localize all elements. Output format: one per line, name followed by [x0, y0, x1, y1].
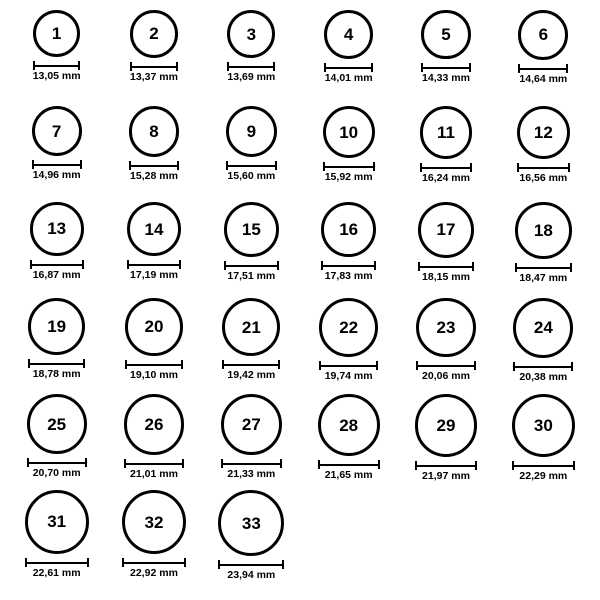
diameter-measure-line [25, 558, 89, 566]
ring-diameter-label: 21,33 mm [227, 468, 276, 481]
ring-diameter-label: 22,92 mm [130, 567, 178, 580]
ring-circle [130, 10, 178, 58]
diameter-measure-line [28, 359, 85, 367]
ring-circle [321, 202, 376, 257]
ring-size-label: 13 [47, 219, 67, 239]
measure-cap-right [475, 461, 477, 470]
measure-bar [324, 67, 373, 69]
measure-bar [33, 65, 80, 67]
ring-diameter-label: 16,24 mm [422, 171, 470, 184]
measure-cap-left [28, 359, 30, 368]
ring-size-cell [397, 394, 494, 490]
measure-bar [321, 265, 376, 267]
measure-bar [127, 264, 181, 266]
measure-cap-right [80, 160, 82, 169]
measure-bar [226, 165, 277, 167]
ring-size-label: 8 [149, 121, 159, 141]
ring-diameter-label: 21,01 mm [130, 467, 178, 480]
diameter-measure-line [30, 260, 84, 268]
measure-cap-left [319, 361, 321, 370]
ring-circle [416, 298, 475, 357]
ring-diameter-label: 22,61 mm [32, 566, 81, 579]
ring-diameter-label: 21,97 mm [422, 469, 470, 482]
ring-circle [129, 106, 180, 157]
measure-cap-left [33, 61, 35, 70]
ring-circle [517, 106, 570, 159]
ring-size-label: 12 [533, 123, 553, 143]
diameter-measure-line [124, 459, 185, 467]
ring-circle [224, 202, 279, 257]
measure-bar [318, 464, 380, 466]
measure-cap-right [282, 560, 284, 569]
ring-diameter-label: 14,33 mm [422, 72, 470, 85]
ring-circle [415, 394, 478, 457]
ring-diameter-label: 20,70 mm [32, 467, 81, 480]
measure-cap-left [323, 162, 325, 171]
ring-diameter-label: 17,83 mm [324, 270, 373, 283]
diameter-measure-line [324, 63, 373, 71]
measure-cap-right [568, 163, 570, 172]
ring-size-label: 9 [246, 122, 257, 142]
ring-size-label: 20 [144, 317, 164, 337]
ring-circle [324, 10, 373, 59]
measure-cap-right [273, 62, 275, 71]
measure-bar [421, 67, 470, 69]
measure-bar [222, 364, 280, 366]
ring-diameter-label: 20,06 mm [422, 370, 470, 383]
ring-size-cell [495, 10, 592, 106]
diameter-measure-line [32, 160, 82, 168]
measure-cap-left [512, 461, 514, 470]
measure-cap-left [321, 261, 323, 270]
measure-cap-right [566, 64, 568, 73]
diameter-measure-line [218, 560, 284, 568]
measure-cap-right [571, 362, 573, 371]
measure-cap-right [176, 62, 178, 71]
diameter-measure-line [125, 360, 183, 368]
diameter-measure-line [513, 362, 573, 370]
ring-size-label: 31 [47, 512, 67, 532]
ring-size-grid [8, 10, 592, 586]
ring-size-cell [203, 202, 300, 298]
ring-circle [25, 490, 89, 554]
ring-size-label: 5 [441, 25, 451, 45]
ring-size-cell [8, 106, 105, 202]
measure-cap-left [513, 362, 515, 371]
ring-size-label: 21 [241, 317, 261, 337]
ring-circle [222, 298, 280, 356]
measure-bar [27, 462, 87, 464]
measure-bar [32, 164, 82, 166]
measure-bar [122, 562, 186, 564]
ring-size-label: 30 [533, 416, 553, 436]
ring-size-label: 2 [149, 24, 159, 44]
ring-circle [518, 10, 568, 60]
measure-cap-left [27, 458, 29, 467]
diameter-measure-line [319, 361, 378, 369]
measure-bar [221, 463, 282, 465]
ring-size-cell [203, 490, 300, 586]
ring-diameter-label: 23,94 mm [227, 569, 276, 581]
measure-bar [28, 363, 85, 365]
measure-cap-left [318, 460, 320, 469]
ring-size-cell [8, 202, 105, 298]
diameter-measure-line [515, 263, 572, 271]
ring-circle [420, 106, 473, 159]
ring-diameter-label: 20,38 mm [519, 370, 568, 383]
ring-size-cell [300, 106, 397, 202]
measure-cap-left [30, 260, 32, 269]
diameter-measure-line [122, 558, 186, 566]
ring-diameter-label: 13,37 mm [130, 70, 178, 83]
ring-size-cell [397, 202, 494, 298]
ring-size-cell [105, 298, 202, 394]
ring-circle [319, 298, 378, 357]
measure-cap-left [421, 63, 423, 72]
measure-cap-left [518, 64, 520, 73]
ring-size-label: 28 [339, 415, 359, 435]
ring-circle [127, 202, 181, 256]
diameter-measure-line [227, 62, 275, 70]
ring-diameter-label: 13,69 mm [227, 71, 276, 84]
ring-diameter-label: 14,96 mm [32, 169, 81, 182]
measure-cap-left [227, 62, 229, 71]
ring-diameter-label: 18,47 mm [519, 271, 568, 284]
ring-size-cell [8, 394, 105, 490]
ring-size-cell [105, 490, 202, 586]
measure-cap-right [378, 460, 380, 469]
measure-cap-left [420, 163, 422, 172]
diameter-measure-line [321, 261, 376, 269]
ring-circle [323, 106, 375, 158]
ring-circle [318, 394, 380, 456]
measure-bar [319, 365, 378, 367]
diameter-measure-line [415, 461, 478, 469]
ring-circle [124, 394, 185, 455]
measure-bar [130, 66, 178, 68]
ring-size-label: 7 [51, 121, 62, 141]
ring-size-cell [203, 394, 300, 490]
ring-diameter-label: 19,42 mm [227, 369, 276, 382]
measure-cap-right [371, 63, 373, 72]
ring-size-cell [105, 202, 202, 298]
measure-cap-right [277, 261, 279, 270]
diameter-measure-line [518, 64, 568, 72]
ring-diameter-label: 18,15 mm [422, 270, 470, 283]
measure-bar [416, 365, 475, 367]
measure-cap-right [573, 461, 575, 470]
ring-size-label: 3 [246, 24, 257, 44]
measure-cap-right [278, 360, 280, 369]
ring-size-label: 6 [538, 25, 549, 45]
ring-diameter-label: 18,78 mm [32, 368, 81, 380]
diameter-measure-line [226, 161, 277, 169]
ring-size-cell [8, 490, 105, 586]
measure-bar [124, 463, 185, 465]
measure-cap-right [474, 361, 476, 370]
measure-bar [30, 264, 84, 266]
ring-size-label: 22 [339, 317, 359, 337]
ring-diameter-label: 16,56 mm [519, 172, 568, 185]
ring-diameter-label: 15,60 mm [227, 170, 276, 183]
ring-size-label: 11 [436, 122, 455, 142]
ring-size-label: 26 [144, 414, 164, 434]
measure-cap-right [82, 260, 84, 269]
measure-cap-left [418, 262, 420, 271]
ring-circle [30, 202, 84, 256]
measure-cap-left [25, 558, 27, 567]
ring-size-cell [203, 106, 300, 202]
ring-size-label: 15 [241, 219, 261, 239]
ring-size-cell [397, 10, 494, 106]
diameter-measure-line [127, 260, 181, 268]
ring-diameter-label: 13,05 mm [32, 70, 81, 82]
ring-size-cell [495, 298, 592, 394]
ring-circle [515, 202, 572, 259]
ring-diameter-label: 21,65 mm [324, 469, 373, 481]
diameter-measure-line [420, 163, 473, 171]
ring-size-cell [105, 106, 202, 202]
diameter-measure-line [512, 461, 575, 469]
ring-circle [122, 490, 186, 554]
measure-cap-right [182, 459, 184, 468]
measure-cap-left [32, 160, 34, 169]
measure-bar [512, 465, 575, 467]
diameter-measure-line [27, 458, 87, 466]
measure-cap-right [179, 260, 181, 269]
ring-size-label: 32 [144, 512, 164, 532]
measure-bar [218, 564, 284, 566]
ring-diameter-label: 14,64 mm [519, 72, 568, 85]
diameter-measure-line [129, 161, 180, 169]
measure-bar [418, 266, 474, 268]
diameter-measure-line [323, 162, 375, 170]
ring-circle [418, 202, 474, 258]
measure-cap-left [124, 459, 126, 468]
measure-bar [415, 465, 478, 467]
ring-size-label: 23 [436, 318, 456, 338]
ring-circle [513, 298, 573, 358]
ring-size-label: 29 [436, 415, 456, 435]
measure-cap-right [280, 459, 282, 468]
diameter-measure-line [33, 61, 80, 69]
measure-bar [323, 166, 375, 168]
measure-cap-left [130, 62, 132, 71]
ring-size-cell [300, 394, 397, 490]
ring-circle [33, 10, 80, 57]
measure-cap-right [177, 161, 179, 170]
ring-size-label: 14 [144, 219, 164, 239]
ring-size-cell [203, 298, 300, 394]
measure-bar [224, 265, 279, 267]
measure-cap-left [416, 361, 418, 370]
diameter-measure-line [416, 361, 475, 369]
ring-circle [125, 298, 183, 356]
ring-diameter-label: 15,92 mm [324, 171, 373, 183]
ring-size-label: 27 [241, 415, 261, 435]
measure-bar [227, 66, 275, 68]
ring-diameter-label: 16,87 mm [32, 268, 81, 281]
diameter-measure-line [421, 63, 470, 71]
measure-cap-left [224, 261, 226, 270]
ring-diameter-label: 22,29 mm [519, 470, 568, 483]
ring-size-cell [203, 10, 300, 106]
measure-cap-left [222, 360, 224, 369]
diameter-measure-line [318, 460, 380, 468]
measure-bar [129, 165, 180, 167]
measure-bar [517, 167, 570, 169]
ring-circle [226, 106, 277, 157]
ring-circle [221, 394, 282, 455]
measure-cap-right [374, 261, 376, 270]
ring-diameter-label: 17,19 mm [130, 269, 178, 282]
diameter-measure-line [221, 459, 282, 467]
ring-size-label: 18 [533, 220, 553, 240]
measure-bar [420, 167, 473, 169]
ring-circle [32, 106, 82, 156]
ring-size-label: 33 [241, 513, 261, 533]
measure-cap-left [122, 558, 124, 567]
ring-size-cell [105, 10, 202, 106]
ring-diameter-label: 14,01 mm [324, 71, 373, 84]
measure-cap-left [125, 360, 127, 369]
ring-size-cell [397, 106, 494, 202]
ring-circle [27, 394, 87, 454]
measure-cap-right [275, 161, 277, 170]
measure-cap-right [472, 262, 474, 271]
ring-size-cell [495, 202, 592, 298]
measure-cap-right [184, 558, 186, 567]
ring-size-label: 10 [339, 122, 359, 142]
ring-size-label: 16 [339, 220, 359, 240]
measure-cap-right [470, 163, 472, 172]
diameter-measure-line [517, 163, 570, 171]
measure-bar [518, 68, 568, 70]
measure-bar [125, 364, 183, 366]
ring-size-cell [300, 10, 397, 106]
ring-circle [218, 490, 284, 556]
diameter-measure-line [130, 62, 178, 70]
measure-cap-left [517, 163, 519, 172]
measure-cap-left [129, 161, 131, 170]
ring-size-label: 1 [51, 24, 62, 43]
ring-circle [227, 10, 275, 58]
ring-circle [512, 394, 575, 457]
ring-diameter-label: 17,51 mm [227, 269, 276, 282]
ring-size-cell [495, 394, 592, 490]
measure-cap-right [376, 361, 378, 370]
ring-size-cell [8, 298, 105, 394]
measure-cap-left [221, 459, 223, 468]
ring-size-cell [300, 298, 397, 394]
ring-circle [28, 298, 85, 355]
measure-cap-right [373, 162, 375, 171]
measure-cap-left [324, 63, 326, 72]
diameter-measure-line [222, 360, 280, 368]
ring-size-cell [8, 10, 105, 106]
measure-cap-left [218, 560, 220, 569]
measure-cap-right [87, 558, 89, 567]
diameter-measure-line [224, 261, 279, 269]
measure-bar [513, 366, 573, 368]
ring-size-label: 19 [47, 317, 67, 336]
ring-size-label: 25 [47, 414, 67, 434]
measure-cap-right [85, 458, 87, 467]
measure-cap-left [515, 263, 517, 272]
ring-size-label: 4 [343, 24, 354, 44]
measure-cap-right [469, 63, 471, 72]
measure-cap-right [83, 359, 85, 368]
diameter-measure-line [418, 262, 474, 270]
ring-size-label: 17 [436, 220, 456, 240]
ring-diameter-label: 15,28 mm [130, 169, 178, 182]
ring-size-cell [300, 202, 397, 298]
measure-bar [25, 562, 89, 564]
measure-cap-right [78, 61, 80, 70]
measure-cap-right [570, 263, 572, 272]
ring-size-label: 24 [533, 318, 553, 338]
measure-cap-left [127, 260, 129, 269]
measure-bar [515, 267, 572, 269]
ring-size-cell [105, 394, 202, 490]
ring-diameter-label: 19,10 mm [130, 368, 178, 381]
ring-diameter-label: 19,74 mm [324, 369, 373, 382]
measure-cap-left [226, 161, 228, 170]
measure-cap-left [415, 461, 417, 470]
measure-cap-right [181, 360, 183, 369]
ring-size-cell [397, 298, 494, 394]
ring-circle [421, 10, 470, 59]
ring-size-cell [495, 106, 592, 202]
